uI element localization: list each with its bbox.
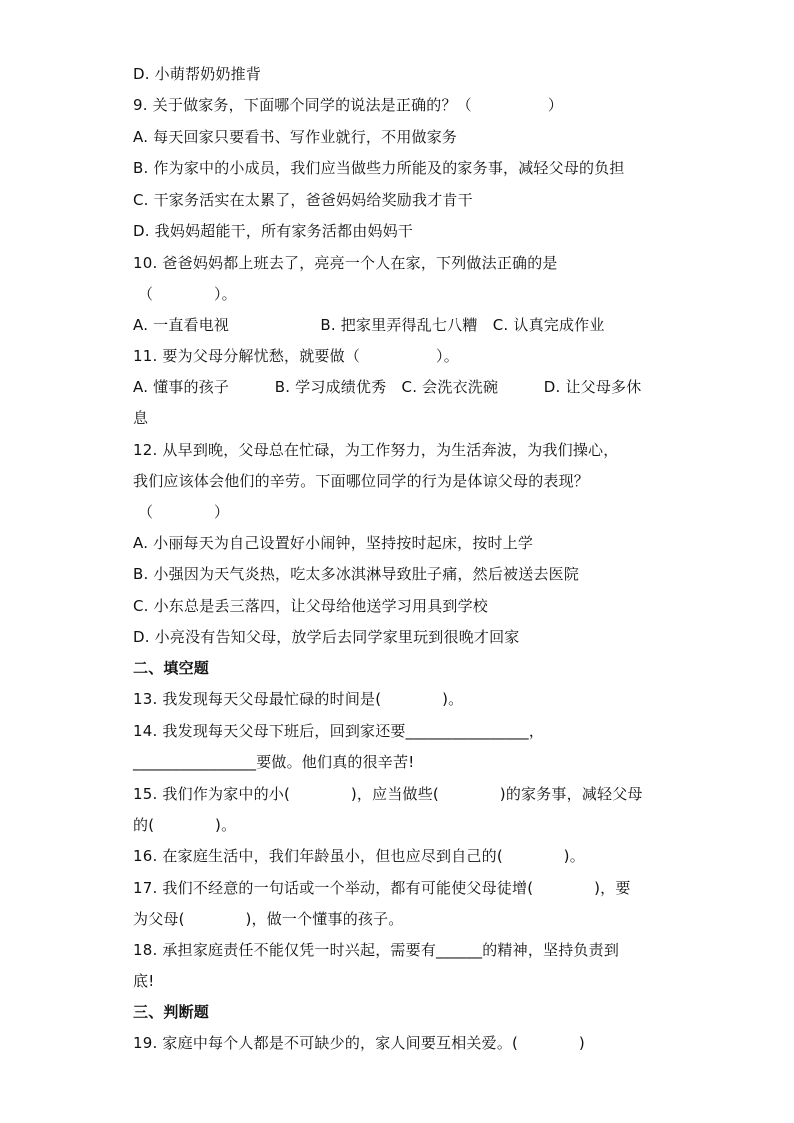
question-12: 12. 从早到晚，父母总在忙碌，为工作努力，为生活奔波，为我们操心，: [133, 441, 619, 459]
option-12a: A. 小丽每天为自己设置好小闹钟，坚持按时起床，按时上学: [133, 534, 534, 552]
options-10: A. 一直看电视 B. 把家里弄得乱七八糟 C. 认真完成作业: [133, 316, 605, 334]
option-12d: D. 小亮没有告知父母，放学后去同学家里玩到很晚才回家: [133, 628, 520, 646]
option-9c: C. 干家务活实在太累了，爸爸妈妈给奖励我才肯干: [133, 191, 473, 209]
section-heading-fill: 二、填空题: [133, 659, 210, 677]
question-9: 9. 关于做家务，下面哪个同学的说法是正确的？（ ）: [133, 96, 564, 114]
option-9d: D. 我妈妈超能干，所有家务活都由妈妈干: [133, 222, 414, 240]
question-16: 16. 在家庭生活中，我们年龄虽小，但也应尽到自己的( )。: [133, 847, 585, 865]
option-8d: D. 小萌帮奶奶推背: [133, 65, 262, 83]
option-9a: A. 每天回家只要看书、写作业就行，不用做家务: [133, 128, 458, 146]
question-18-cont: 底!: [133, 972, 155, 990]
question-10-blank: （ ）。: [133, 285, 237, 303]
question-10: 10. 爸爸妈妈都上班去了，亮亮一个人在家，下列做法正确的是: [133, 254, 558, 272]
question-14-cont: ________________要做。他们真的很辛苦!: [133, 753, 415, 771]
options-11-cont: 息: [133, 409, 149, 427]
section-heading-judge: 三、判断题: [133, 1003, 210, 1021]
options-11: A. 懂事的孩子 B. 学习成绩优秀 C. 会洗衣洗碗 D. 让父母多休: [133, 378, 642, 396]
option-9b: B. 作为家中的小成员，我们应当做些力所能及的家务事，减轻父母的负担: [133, 159, 625, 177]
option-12b: B. 小强因为天气炎热，吃太多冰淇淋导致肚子痛，然后被送去医院: [133, 565, 580, 583]
option-12c: C. 小东总是丢三落四，让父母给他送学习用具到学校: [133, 597, 489, 615]
question-12-cont: 我们应该体会他们的辛劳。下面哪位同学的行为是体谅父母的表现？: [133, 472, 590, 490]
question-11: 11. 要为父母分解忧愁，就要做（ ）。: [133, 347, 459, 365]
question-18: 18. 承担家庭责任不能仅凭一时兴起，需要有______的精神，坚持负责到: [133, 941, 620, 959]
question-17: 17. 我们不经意的一句话或一个举动，都有可能使父母徒增( )，要: [133, 879, 631, 897]
question-15-cont: 的( )。: [133, 816, 237, 834]
question-15: 15. 我们作为家中的小( )，应当做些( )的家务事，减轻父母: [133, 785, 643, 803]
question-12-blank: （ ）: [133, 503, 230, 521]
question-14: 14. 我发现每天父母下班后，回到家还要________________，: [133, 722, 545, 740]
question-19: 19. 家庭中每个人都是不可缺少的，家人间要互相关爱。( ): [133, 1034, 585, 1052]
question-17-cont: 为父母( )，做一个懂事的孩子。: [133, 910, 404, 928]
question-13: 13. 我发现每天父母最忙碌的时间是( )。: [133, 690, 464, 708]
